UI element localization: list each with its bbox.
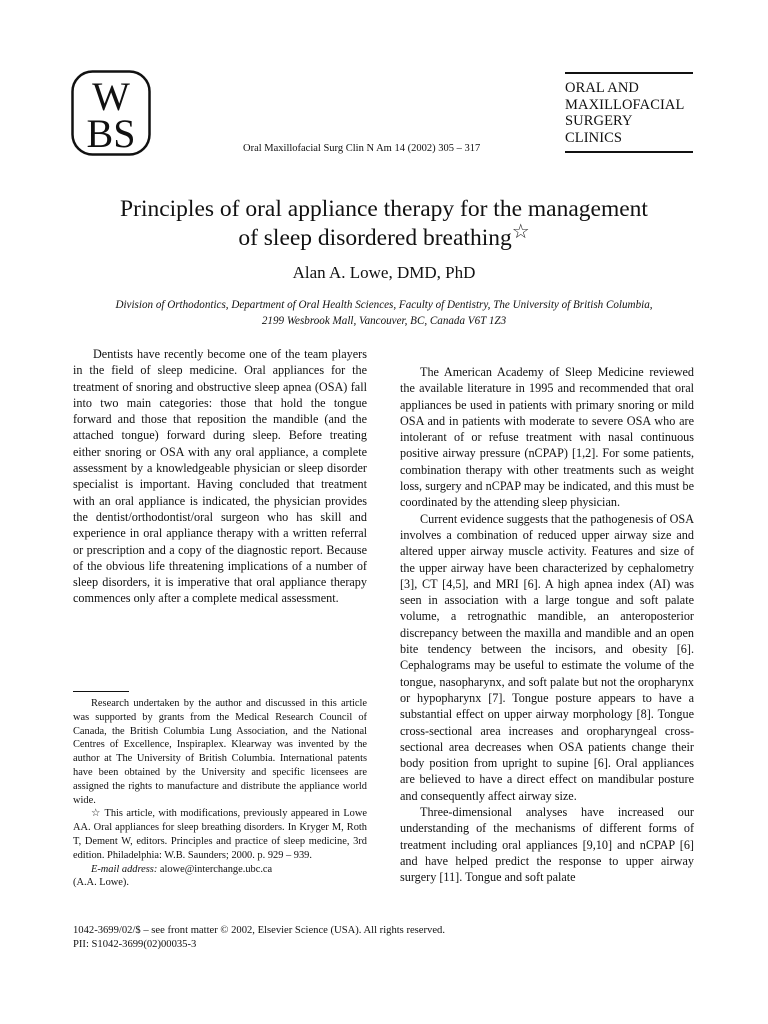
funding-footnote: Research undertaken by the author and discussed in this article was supported by grants from the Medical Research Council of Canada, the British Columbia Lung Association, and the National Centres of Excellence, Inspiraplex. Klearway was invented by the author at The University of British Columbia. International patents have been obtained by the University and specific licensees are assigned the rights to manufacture and distribute the appliance world wide. [73, 698, 367, 806]
email-label: E-mail address: [91, 863, 158, 875]
affiliation-line: Division of Orthodontics, Department of Oral Health Sciences, Faculty of Dentistry, The University of British Columbia, [115, 299, 653, 311]
journal-name-block [565, 72, 693, 153]
body-paragraph: Three-dimensional analyses have increased our understanding of the mechanisms of different forms of treatment including oral appliances [9,10] and nCPAP [6] and have helped predict the response to upper airway surgery [11]. Tongue and soft palate [400, 805, 694, 885]
wbs-logo-mark [71, 70, 151, 156]
reprint-footnote [73, 807, 367, 862]
body-column-right [400, 364, 694, 886]
article-title-text: of sleep disordered breathing [238, 225, 512, 251]
copyright-block [73, 924, 445, 951]
author-name: Alan A. Lowe, DMD, PhD [292, 263, 476, 282]
journal-citation: Oral Maxillofacial Surg Clin N Am 14 (2002) 305 – 317 [243, 143, 481, 154]
journal-name-line: ORAL AND [565, 80, 639, 96]
footnote-divider [73, 691, 129, 692]
email-footnote [73, 863, 367, 877]
svg-text:W: W [92, 74, 130, 119]
footnotes [73, 697, 367, 890]
body-column-left [73, 346, 367, 607]
article-title [50, 195, 718, 253]
publisher-logo [71, 70, 151, 156]
journal-name-line: SURGERY [565, 113, 633, 129]
body-paragraph: The American Academy of Sleep Medicine reviewed the available literature in 1995 and recommended that oral appliances be used in patients with primary snoring or mild OSA and in patients with moderate to severe OSA who are intolerant of or refuse treatment with nasal continuous positive airway pressure (nCPAP) [1,2]. For some patients, combination therapy with other treatments such as weight loss, surgery and nCPAP may be indicated, and this must be coordinated by the attending sleep physician. [400, 365, 694, 510]
star-footnote-icon: ☆ [511, 221, 530, 243]
journal-rule-bottom [565, 151, 693, 153]
svg-text:BS: BS [86, 111, 136, 156]
affiliation-line: 2199 Wesbrook Mall, Vancouver, BC, Canada V6T 1Z3 [261, 314, 507, 327]
email-link[interactable]: alowe@interchange.ubc.ca [159, 863, 273, 875]
author-affiliation [60, 298, 708, 329]
reprint-footnote-text: This article, with modifications, previously appeared in Lowe AA. Oral appliances for sleep breathing disorders. In Kryger M, Roth T, Dement W, editors. Principles and practice of sleep medicine, 3rd edition. Philadelphia: W.B. Saunders; 2000. p. 929 – 939. [73, 808, 367, 861]
journal-name-line: CLINICS [565, 129, 623, 146]
pii-line: PII: S1042-3699(02)00035-3 [73, 938, 197, 950]
body-paragraph: Current evidence suggests that the pathogenesis of OSA involves a combination of reduced upper airway size and altered upper airway muscle activity. Features and size of the upper airway have been characterized by cephalometry [3], CT [4,5], and MRI [6]. A high apnea index (AI) was seen in association with a large tongue and soft palate volume, a retrognathic mandible, an anteroposterior discrepancy between the maxilla and mandible and an open bite tendency between the incisors, and obesity [6]. Cephalograms may be useful to estimate the volume of the tongue, nasopharynx, and soft palate but not the oropharynx or hypopharynx [7]. Tongue posture appears to have a substantial effect on upper airway morphology [8]. Tongue cross-sectional area increases and oropharyngeal cross-sectional area decreases when OSA patients change their body position from upright to supine [6]. Oral appliances are believed to have a direct effect on mandibular posture and consequently affect airway size. [400, 511, 694, 803]
article-title-line-2 [50, 221, 718, 253]
journal-name-line: MAXILLOFACIAL [565, 96, 685, 113]
body-paragraph: Dentists have recently become one of the team players in the field of sleep medicine. Oral appliances for the treatment of snoring and obstructive sleep apnea (OSA) fall into two main categories: those that hold the tongue forward and those that reposition the mandible (and the attached tongue) forward during sleep. Before treating either snoring or OSA with any oral appliance, a complete assessment by a knowledgeable physician or sleep disorder specialist is important. Having concluded that treatment with an oral appliance is indicated, the physician provides the dentist/orthodontist/oral surgeon who has skill and experience in oral appliance therapy with a written referral or prescription and a copy of the diagnostic report. Because of the obvious life threatening implications of a number of sleep disorders, it is imperative that oral appliance therapy commences only after a complete medical assessment. [73, 347, 367, 606]
issn-copyright-line: 1042-3699/02/$ – see front matter © 2002, Elsevier Science (USA). All rights reserved. [73, 925, 445, 936]
star-footnote-icon: ☆ [91, 808, 102, 820]
article-title-line: Principles of oral appliance therapy for the management [120, 196, 648, 222]
email-owner: (A.A. Lowe). [73, 877, 129, 889]
journal-rule-top [565, 72, 693, 74]
